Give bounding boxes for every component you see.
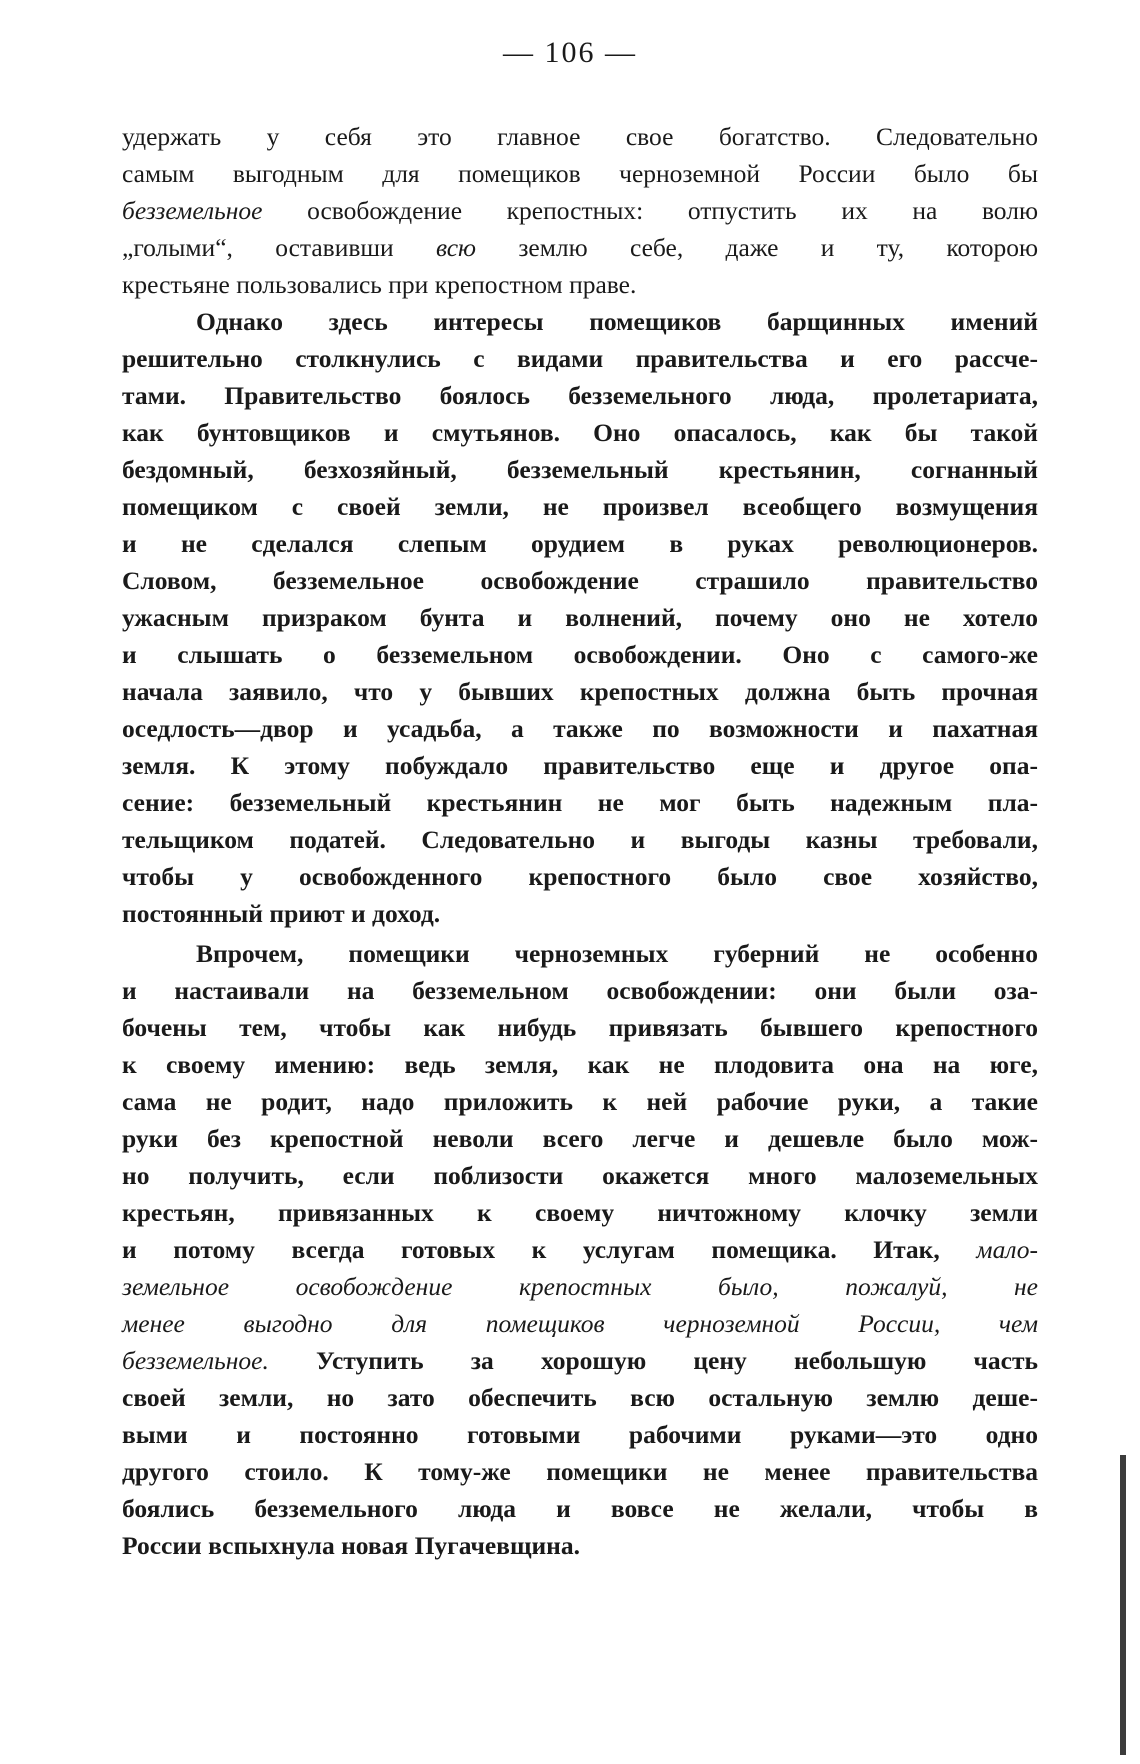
text-line: другого стоило. К тому-же помещики не менее правительства	[122, 1457, 1038, 1486]
text-line: бездомный, безхозяйный, безземельный крестьянин, согнанный	[122, 455, 1038, 484]
text-line: крестьян, привязанных к своему ничтожному клочку земли	[122, 1198, 1038, 1227]
text-span: освобождение крепостных: отпустить их на волю	[262, 196, 1038, 225]
text-line	[122, 1268, 1038, 1305]
text-line: России вспыхнула новая Пугачевщина.	[122, 1531, 580, 1560]
text-line: но получить, если поблизости окажется много малоземельных	[122, 1161, 1038, 1190]
paragraph-3	[122, 935, 1038, 1564]
text-line: Однако здесь интересы помещиков барщинных имений	[196, 307, 1038, 336]
text-line: как бунтовщиков и смутьянов. Оно опасалось, как бы такой	[122, 418, 1038, 447]
emphasis-text: менее выгодно для помещиков черноземной России, чем	[122, 1309, 1038, 1338]
body-text	[122, 118, 1038, 1564]
page-number: — 106 —	[503, 36, 637, 69]
text-line: ужасным призраком бунта и волнений, почему оно не хотело	[122, 603, 1038, 632]
text-line: помещиком с своей земли, не произвел всеобщего возмущения	[122, 492, 1038, 521]
emphasis-text: безземельное.	[122, 1346, 269, 1375]
text-span: „голыми“, оставивши	[122, 233, 436, 262]
emphasis-text: безземельное	[122, 196, 263, 225]
paragraph-2	[122, 303, 1038, 932]
text-line: и не сделался слепым орудием в руках революционеров.	[122, 529, 1038, 558]
text-line	[122, 1342, 1038, 1379]
text-line: земля. К этому побуждало правительство еще и другое опа-	[122, 751, 1038, 780]
text-line: решительно столкнулись с видами правительства и его рассче-	[122, 344, 1038, 373]
text-line: тельщиком податей. Следовательно и выгоды казны требовали,	[122, 825, 1038, 854]
text-line: Впрочем, помещики черноземных губерний не особенно	[196, 939, 1038, 968]
text-line: оседлость—двор и усадьба, а также по возможности и пахатная	[122, 714, 1038, 743]
paragraph-1	[122, 118, 1038, 303]
text-line: к своему имению: ведь земля, как не плодовита она на юге,	[122, 1050, 1038, 1079]
text-span: Уступить за хорошую цену небольшую часть	[268, 1346, 1038, 1375]
text-line	[122, 229, 1038, 266]
text-line	[122, 1231, 1038, 1268]
text-line: чтобы у освобожденного крепостного было свое хозяйство,	[122, 862, 1038, 891]
text-line: и слышать о безземельном освобождении. Оно с самого-же	[122, 640, 1038, 669]
text-line: сение: безземельный крестьянин не мог быть надежным пла-	[122, 788, 1038, 817]
text-line: и настаивали на безземельном освобождении: они были оза-	[122, 976, 1038, 1005]
text-line: самым выгодным для помещиков черноземной России было бы	[122, 159, 1038, 188]
text-line: крестьяне пользовались при крепостном праве.	[122, 270, 637, 299]
text-line: начала заявило, что у бывших крепостных должна быть прочная	[122, 677, 1038, 706]
emphasis-text: мало-	[976, 1235, 1038, 1264]
text-line: своей земли, но зато обеспечить всю остальную землю деше-	[122, 1383, 1038, 1412]
text-line: выми и постоянно готовыми рабочими руками—это одно	[122, 1420, 1038, 1449]
emphasis-text: всю	[436, 233, 477, 262]
text-line	[122, 192, 1038, 229]
text-span: и потому всегда готовых к услугам помещика. Итак,	[122, 1235, 977, 1264]
text-line: удержать у себя это главное свое богатство. Следовательно	[122, 122, 1038, 151]
text-line: тами. Правительство боялось безземельного люда, пролетариата,	[122, 381, 1038, 410]
text-line: сама не родит, надо приложить к ней рабочие руки, а такие	[122, 1087, 1038, 1116]
text-span: землю себе, даже и ту, которою	[476, 233, 1038, 262]
text-line: Словом, безземельное освобождение страшило правительство	[122, 566, 1038, 595]
text-line: бочены тем, чтобы как нибудь привязать бывшего крепостного	[122, 1013, 1038, 1042]
text-line: руки без крепостной неволи всего легче и дешевле было мож-	[122, 1124, 1038, 1153]
text-line: постоянный приют и доход.	[122, 899, 441, 928]
scan-edge-mark	[1120, 1455, 1126, 1755]
text-line: боялись безземельного люда и вовсе не желали, чтобы в	[122, 1494, 1038, 1523]
text-line	[122, 1305, 1038, 1342]
emphasis-text: земельное освобождение крепостных было, пожалуй, не	[122, 1272, 1038, 1301]
